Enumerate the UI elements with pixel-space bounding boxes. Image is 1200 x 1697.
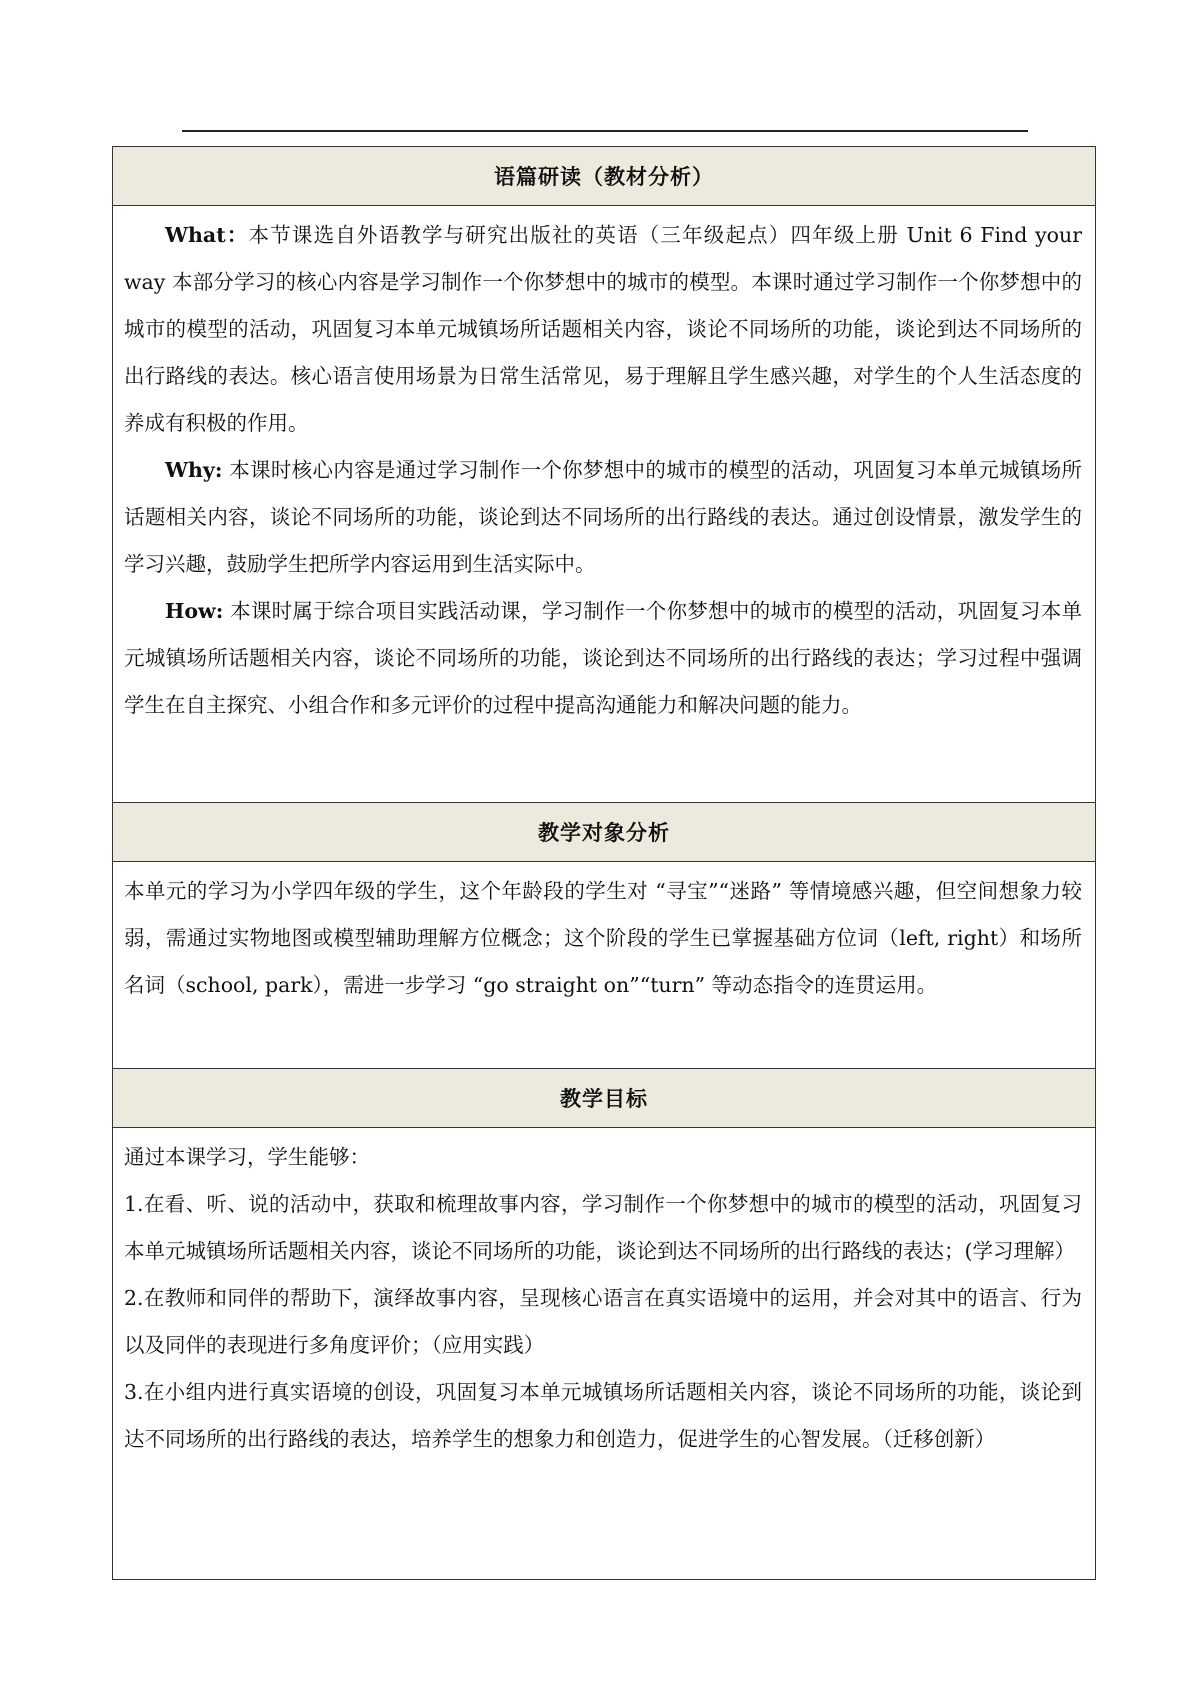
objective-item: 3.在小组内进行真实语境的创设，巩固复习本单元城镇场所话题相关内容，谈论不同场所的功能，谈论到达不同场所的出行路线的表达，培养学生的想象力和创造力，促进学生的心智发展。（迁移创新） xyxy=(124,1380,1082,1451)
lesson-plan-table xyxy=(112,146,1096,1580)
student-analysis-header-row xyxy=(113,803,1096,862)
objective-item: 1.在看、听、说的活动中，获取和梳理故事内容，学习制作一个你梦想中的城市的模型的活动，巩固复习本单元城镇场所话题相关内容，谈论不同场所的功能，谈论到达不同场所的出行路线的表达；(学习理解） xyxy=(124,1192,1082,1263)
why-paragraph xyxy=(124,447,1082,588)
what-text: 本节课选自外语教学与研究出版社的英语（三年级起点）四年级上册 Unit 6 Find your way 本部分学习的核心内容是学习制作一个你梦想中的城市的模型。本课时通过学习制作一个你梦想中的城市的模型的活动，巩固复习本单元城镇场所话题相关内容，谈论不同场所的功能，谈论到达不同场所的出行路线的表达。核心语言使用场景为日常生活常见，易于理解且学生感兴趣，对学生的个人生活态度的养成有积极的作用。 xyxy=(124,223,1082,435)
why-label: Why: xyxy=(165,458,223,482)
how-paragraph xyxy=(124,588,1082,729)
objectives-body-row xyxy=(113,1128,1096,1580)
objectives-header-row xyxy=(113,1069,1096,1128)
student-analysis-title: 教学对象分析 xyxy=(113,803,1096,862)
objectives-intro: 通过本课学习，学生能够： xyxy=(124,1145,370,1169)
what-paragraph xyxy=(124,212,1082,447)
how-text: 本课时属于综合项目实践活动课，学习制作一个你梦想中的城市的模型的活动，巩固复习本单元城镇场所话题相关内容，谈论不同场所的功能，谈论到达不同场所的出行路线的表达；学习过程中强调学生在自主探究、小组合作和多元评价的过程中提高沟通能力和解决问题的能力。 xyxy=(124,599,1082,717)
objective-item: 2.在教师和同伴的帮助下，演绎故事内容，呈现核心语言在真实语境中的运用，并会对其中的语言、行为以及同伴的表现进行多角度评价；（应用实践） xyxy=(124,1286,1082,1357)
objectives-title: 教学目标 xyxy=(113,1069,1096,1128)
textbook-analysis-header-row xyxy=(113,147,1096,206)
objectives-body xyxy=(113,1128,1096,1580)
textbook-analysis-title: 语篇研读（教材分析） xyxy=(113,147,1096,206)
how-label: How: xyxy=(165,599,224,623)
student-analysis-body-row xyxy=(113,862,1096,1069)
textbook-analysis-body xyxy=(113,206,1096,803)
header-rule xyxy=(182,130,1028,132)
textbook-analysis-body-row xyxy=(113,206,1096,803)
why-text: 本课时核心内容是通过学习制作一个你梦想中的城市的模型的活动，巩固复习本单元城镇场所话题相关内容，谈论不同场所的功能，谈论到达不同场所的出行路线的表达。通过创设情景，激发学生的学习兴趣，鼓励学生把所学内容运用到生活实际中。 xyxy=(124,458,1082,576)
student-analysis-text: 本单元的学习为小学四年级的学生，这个年龄段的学生对 “寻宝”“迷路” 等情境感兴趣，但空间想象力较弱，需通过实物地图或模型辅助理解方位概念；这个阶段的学生已掌握基础方位词（left, right）和场所名词（school, park），需进一步学习 “go straight on”“turn” 等动态指令的连贯运用。 xyxy=(124,879,1082,997)
student-analysis-body xyxy=(113,862,1096,1069)
what-label: What： xyxy=(165,223,249,247)
